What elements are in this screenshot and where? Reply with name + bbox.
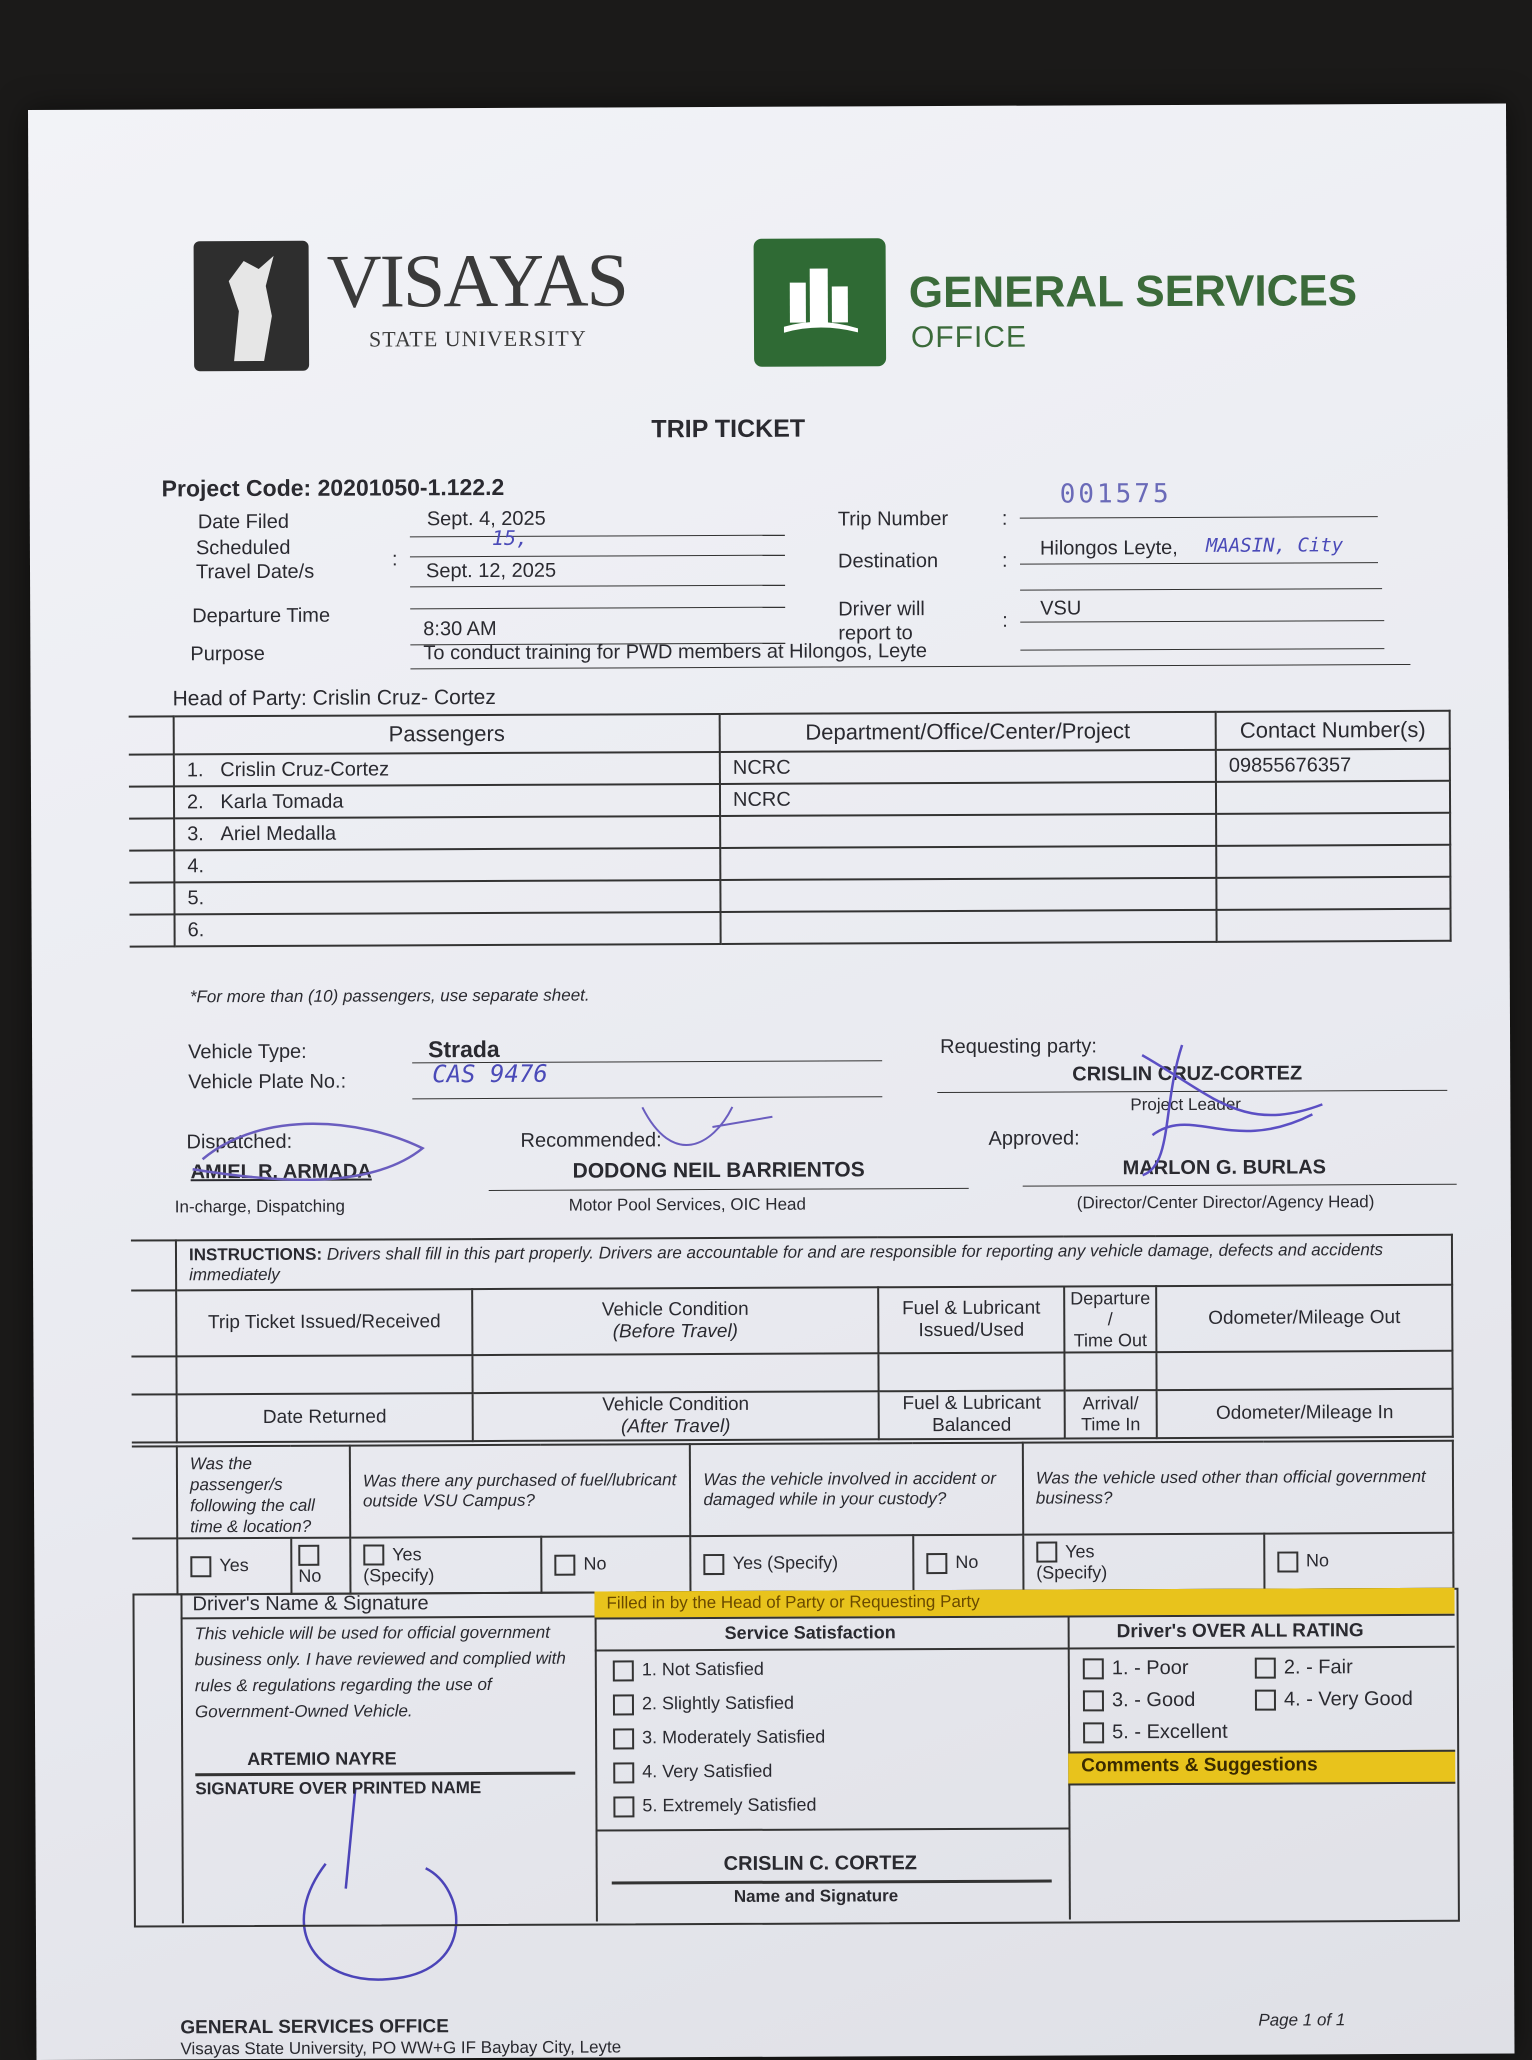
driver-statement: This vehicle will be used for official government business only. I have reviewed and complied with rules & regulations regarding the use of Government-Owned Vehicle. [194, 1622, 566, 1722]
passengers-table: Passengers Department/Office/Center/Project Contact Number(s) 1. Crislin Cruz-Cortez NCRC 09855676357 2. Karla Tomada NCRC 3. Ariel Medalla 4. 5. 6. [129, 710, 1452, 948]
approved-name: MARLON G. BURLAS [1122, 1156, 1327, 1180]
q3-no-checkbox[interactable]: No [913, 1535, 1023, 1591]
trip-number-value: 001575 [1059, 479, 1172, 510]
driver-report-value: VSU [1040, 597, 1082, 620]
page-number: Page 1 of 1 [1258, 2010, 1346, 2030]
dispatched-role: In-charge, Dispatching [174, 1196, 345, 1217]
plate-label: Vehicle Plate No.: [188, 1070, 347, 1094]
footer-office: GENERAL SERVICES OFFICE [180, 2016, 449, 2039]
driver-label: Driver's Name & Signature [192, 1592, 429, 1616]
table-row: 5. [129, 877, 1450, 915]
purpose-value: To conduct training for PWD members at Hilongos, Leyte [423, 640, 927, 665]
destination-handwritten: MAASIN, City [1205, 534, 1344, 557]
vsu-wordmark: VISAYAS [326, 238, 627, 324]
date-filed-value: Sept. 4, 2025 [426, 507, 546, 531]
scheduled-value: Sept. 12, 2025 [425, 559, 557, 583]
requesting-label: Requesting party: [940, 1035, 1097, 1059]
q2-yes-checkbox[interactable]: Yes (Specify) [350, 1537, 541, 1594]
gso-subtitle: OFFICE [910, 320, 1028, 355]
q3-yes-checkbox[interactable]: Yes (Specify) [691, 1535, 914, 1592]
driver-log-table: INSTRUCTIONS: Drivers shall fill in this part properly. Drivers are accountable for and are responsible for reporting any vehicle damage, defects and accidents immediately Trip Ticket Issued/Received Vehicle Condition (Before Travel) Fuel & Lubricant Issued/Used Departure / Time Out Odometer/Mileage Out Date Returned Vehicle Condition (After Travel) Fuel & Lubricant Balanced Arrival/ Time In Odometer/Mileage In [131, 1234, 1454, 1444]
satisfaction-option-4[interactable]: 4. Very Satisfied [613, 1761, 772, 1783]
satisfaction-title: Service Satisfaction [724, 1622, 896, 1643]
approved-label: Approved: [988, 1127, 1080, 1150]
rating-option-5[interactable]: 5. - Excellent [1083, 1721, 1228, 1745]
gso-title: GENERAL SERVICES [908, 266, 1358, 318]
head-of-party: Head of Party: Crislin Cruz- Cortez [172, 685, 496, 711]
q2-no-checkbox[interactable]: No [541, 1536, 691, 1593]
table-row: 6. [130, 909, 1451, 947]
dispatched-label: Dispatched: [186, 1130, 293, 1154]
plate-handwritten: CAS 9476 [432, 1059, 548, 1089]
table-row: 2. Karla Tomada NCRC [129, 781, 1450, 819]
satisfaction-name: CRISLIN C. CORTEZ [723, 1852, 918, 1875]
driver-report-label: Driver will [838, 598, 925, 621]
recommended-label: Recommended: [520, 1129, 662, 1152]
destination-value: Hilongos Leyte, [1039, 536, 1178, 560]
satisfaction-option-1[interactable]: 1. Not Satisfied [613, 1659, 764, 1681]
recommended-role: Motor Pool Services, OIC Head [568, 1194, 806, 1215]
rating-option-1[interactable]: 1. - Poor [1083, 1657, 1189, 1680]
date-filed-label: Date Filed [197, 510, 290, 534]
approved-role: (Director/Center Director/Agency Head) [1076, 1192, 1375, 1213]
rating-option-2[interactable]: 2. - Fair [1255, 1656, 1353, 1679]
requesting-role: Project Leader [1130, 1094, 1241, 1115]
scheduled-handwritten: 15, [491, 525, 529, 550]
driver-signature-label: SIGNATURE OVER PRINTED NAME [195, 1778, 482, 1799]
dispatched-name: AMIEL R. ARMADA [190, 1160, 372, 1184]
q1-yes-checkbox[interactable]: Yes [177, 1538, 291, 1594]
destination-label: Destination [837, 550, 939, 573]
vehicle-type-label: Vehicle Type: [188, 1040, 307, 1064]
satisfaction-option-3[interactable]: 3. Moderately Satisfied [613, 1727, 825, 1750]
requesting-name: CRISLIN CRUZ-CORTEZ [1072, 1062, 1303, 1086]
project-code: Project Code: 20201050-1.122.2 [161, 473, 505, 502]
q1-no-checkbox[interactable]: No [291, 1538, 350, 1594]
trip-ticket-form: VISAYAS STATE UNIVERSITY GENERAL SERVICES OFFICE TRIP TICKET Project Code: 20201050-1.122.2 Date Filed Sept. 4, 2025 Scheduled Travel Date/s : 15, Sept. 12, 2025 Departure Time 8:30 AM Purpose To conduct training for PWD members at Hilongos, Leyte Trip Number : 001575 Destination : Hilongos Leyte, MAASIN, City Driver will report to : VSU Head of Party: Crislin Cruz- Cortez Passengers Department/Office/Center/Project Contact Number(s) 1. Crislin Cruz-Cortez NCRC 09855676357 2. Karla Tomada NCRC 3. Ariel Medalla 4. 5. 6. *For more than (10) passengers, use separate sheet. Vehicle Type: Strada Vehicle Plate No.: CAS 9476 Requesting party: CRISLIN CRUZ-CORTEZ Project Leader Dispatched: AMIEL R. ARMADA In-charge, Dispatching Recommended: DODONG NEIL BARRIENTOS Motor Pool Services, OIC Head Approved: MARLON G. BURLAS (Director/Center Director/Agency Head) INSTRUCTIONS: Drivers shall fill in this part properly. Drivers are accountable for and are responsible for reporting any vehicle damage, defects and accidents immediately Trip Ticket Issued/Received Vehicle Condition (Before Travel) Fuel & Lubricant Issued/Used Departure / Time Out Odometer/Mileage Out Date Returned Vehicle Condition (After Travel) Fuel & Lubricant Balanced Arrival/ Time In Odometer/Mileage In Was the passenger/s following the call time & location? Was there any purchased of fuel/lubricant outside VSU Campus? Was the vehicle involved in accident or damaged while in your custody? Was the vehicle used other than official government business? Yes No Yes (Specify) No Yes (Specify) No Yes (Specify) No Driver's Name & Signature This vehicle will be used for official government business only. I have reviewed and complied with rules & regulations regarding the use of Government-Owned Vehicle. ARTEMIO NAYRE SIGNATURE OVER PRINTED NAME Filled in by the Head of Party or Requesting Party Service Satisfaction 1. Not Satisfied 2. Slightly Satisfied 3. Moderately Satisfied 4. Very Satisfied 5. Extremely Satisfied CRISLIN C. CORTEZ Name and Signature Driver's OVER ALL RATING 1. - Poor 2. - Fair 3. - Good 4. - Very Good 5. - Excellent Comments & Suggestions GENERAL SERVICES OFFICE Visayas State University, PO WW+G IF Baybay City, Leyte Page 1 of 1 [28, 104, 1514, 2060]
trip-number-label: Trip Number [837, 507, 949, 531]
questions-table: Was the passenger/s following the call time & location? Was there any purchased of fuel/lubricant outside VSU Campus? Was the vehicle involved in accident or damaged while in your custody? Was the vehicle used other than official government business? Yes No Yes (Specify) No Yes (Specify) No Yes (Specify) No [132, 1440, 1455, 1596]
rating-option-3[interactable]: 3. - Good [1083, 1689, 1195, 1712]
satisfaction-option-5[interactable]: 5. Extremely Satisfied [613, 1795, 816, 1818]
purpose-label: Purpose [190, 642, 265, 666]
rating-option-4[interactable]: 4. - Very Good [1255, 1688, 1413, 1712]
passenger-note: *For more than (10) passengers, use separate sheet. [189, 985, 590, 1007]
travel-dates-label: Travel Date/s [195, 560, 315, 584]
q4-yes-checkbox[interactable]: Yes (Specify) [1023, 1534, 1264, 1591]
satisfaction-option-2[interactable]: 2. Slightly Satisfied [613, 1693, 794, 1716]
recommended-name: DODONG NEIL BARRIENTOS [572, 1158, 865, 1183]
vehicle-type-value: Strada [428, 1035, 500, 1063]
form-title: TRIP TICKET [651, 414, 806, 444]
table-row: 1. Crislin Cruz-Cortez NCRC 09855676357 [129, 749, 1450, 787]
q4-no-checkbox[interactable]: No [1264, 1533, 1454, 1590]
footer-address: Visayas State University, PO WW+G IF Baybay City, Leyte [180, 2037, 622, 2059]
scheduled-label: Scheduled [195, 536, 291, 560]
satisfaction-name-label: Name and Signature [733, 1886, 899, 1906]
vsu-subtitle: STATE UNIVERSITY [368, 325, 587, 352]
table-row: 3. Ariel Medalla [129, 813, 1450, 851]
departure-label: Departure Time [192, 604, 331, 628]
driver-name: ARTEMIO NAYRE [247, 1748, 397, 1770]
table-row: 4. [129, 845, 1450, 883]
departure-value: 8:30 AM [423, 617, 497, 641]
rating-title: Driver's OVER ALL RATING [1116, 1620, 1364, 1643]
